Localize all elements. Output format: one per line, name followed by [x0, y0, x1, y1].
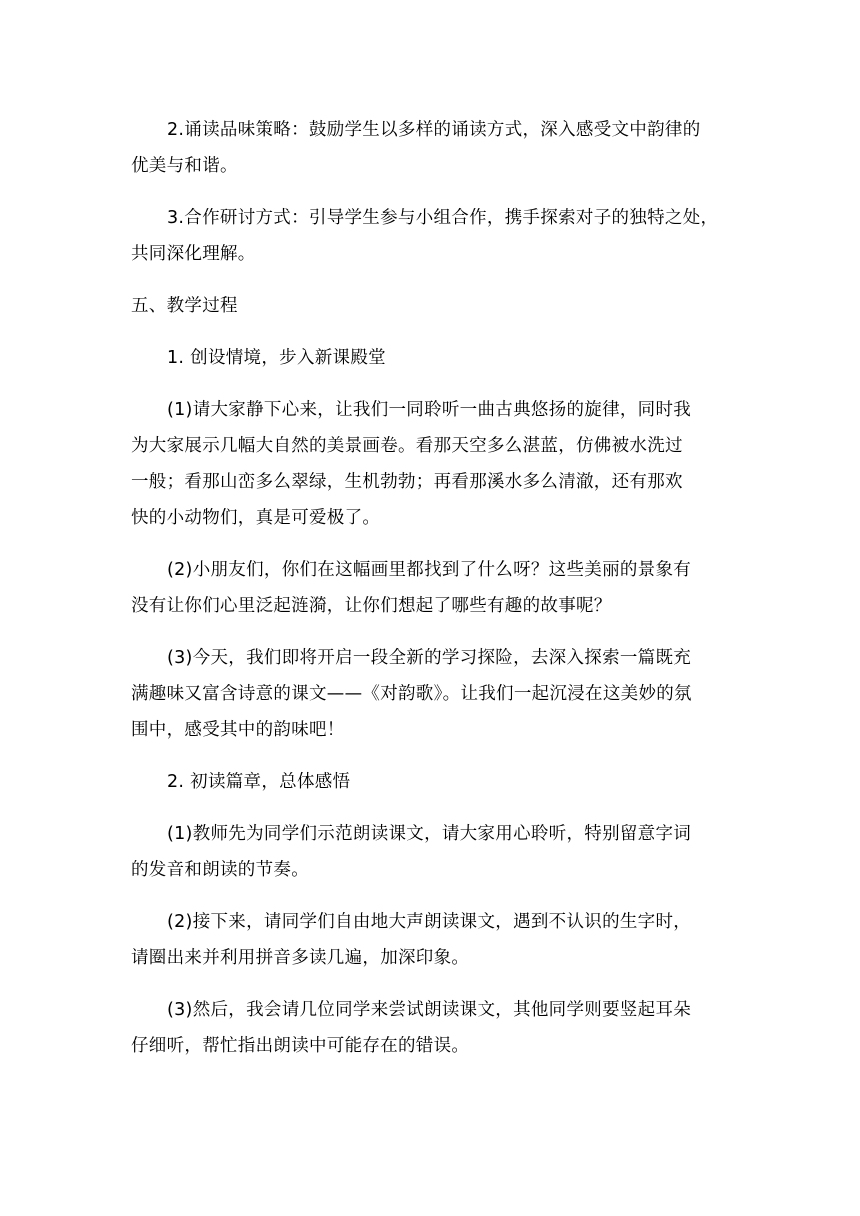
document-page	[131, 112, 735, 1080]
text-line: 一般；看那山峦多么翠绿，生机勃勃；再看那溪水多么清澈，还有那欢	[131, 472, 683, 492]
text-line: 共同深化理解。	[131, 244, 256, 264]
paragraph-cooperative-study	[131, 200, 735, 272]
text-line: 围中，感受其中的韵味吧！	[131, 720, 345, 740]
paragraph-recitation-strategy	[131, 112, 735, 184]
text-line: 快的小动物们，真是可爱极了。	[131, 508, 381, 528]
text-line: 的发音和朗读的节奏。	[131, 860, 309, 880]
text-line: 2.诵读品味策略：鼓励学生以多样的诵读方式，深入感受文中韵律的	[167, 120, 701, 140]
text-line: 请圈出来并利用拼音多读几遍，加深印象。	[131, 948, 470, 968]
paragraph-step-2-1	[131, 816, 735, 888]
text-line: 没有让你们心里泛起涟漪，让你们想起了哪些有趣的故事呢？	[131, 596, 612, 616]
text-line: 满趣味又富含诗意的课文——《对韵歌》。让我们一起沉浸在这美妙的氛	[131, 684, 692, 704]
text-line: (3)然后，我会请几位同学来尝试朗读课文，其他同学则要竖起耳朵	[167, 1000, 692, 1020]
paragraph-step-2-2	[131, 904, 735, 976]
text-line: (2)小朋友们，你们在这幅画里都找到了什么呀？这些美丽的景象有	[167, 560, 692, 580]
subheading-text: 2. 初读篇章，总体感悟	[167, 772, 351, 792]
section-heading-text: 五、教学过程	[131, 296, 238, 316]
text-line: 为大家展示几幅大自然的美景画卷。看那天空多么湛蓝，仿佛被水洗过	[131, 436, 683, 456]
paragraph-step-1-2	[131, 552, 735, 624]
subheading-text: 1. 创设情境，步入新课殿堂	[167, 348, 386, 368]
paragraph-step-1-1	[131, 392, 735, 536]
text-line: (3)今天，我们即将开启一段全新的学习探险，去深入探索一篇既充	[167, 648, 692, 668]
text-line: 优美与和谐。	[131, 156, 238, 176]
subheading-first-reading	[131, 764, 735, 800]
text-line: (1)教师先为同学们示范朗读课文，请大家用心聆听，特别留意字词	[167, 824, 692, 844]
text-line: 仔细听，帮忙指出朗读中可能存在的错误。	[131, 1036, 470, 1056]
text-line: (1)请大家静下心来，让我们一同聆听一曲古典悠扬的旋律，同时我	[167, 400, 692, 420]
section-heading-teaching-process	[131, 288, 735, 324]
paragraph-step-1-3	[131, 640, 735, 748]
paragraph-step-2-3	[131, 992, 735, 1064]
text-line: 3.合作研讨方式：引导学生参与小组合作，携手探索对子的独特之处，	[167, 208, 719, 228]
subheading-create-scenario	[131, 340, 735, 376]
text-line: (2)接下来，请同学们自由地大声朗读课文，遇到不认识的生字时，	[167, 912, 692, 932]
